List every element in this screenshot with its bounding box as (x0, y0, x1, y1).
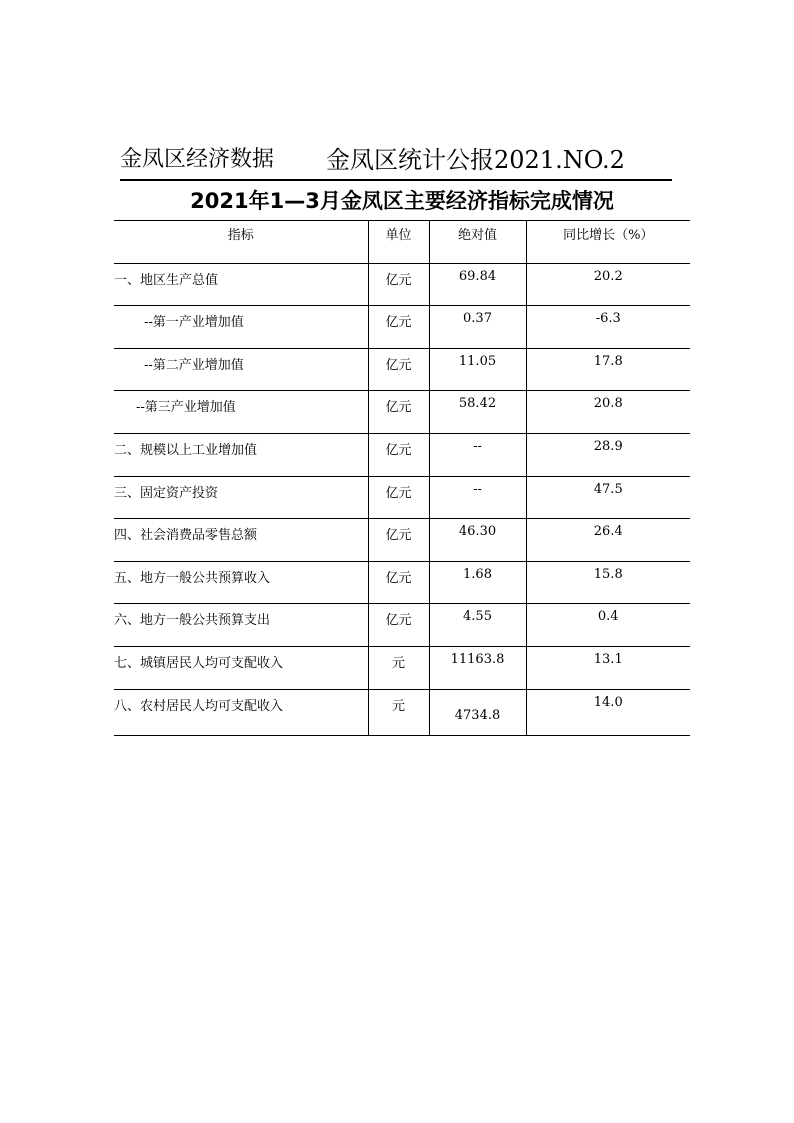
indicator-yoy: 26.4 (526, 519, 690, 562)
indicator-yoy: 14.0 (526, 689, 690, 735)
indicator-value: 46.30 (429, 519, 526, 562)
indicator-yoy: 20.8 (526, 391, 690, 434)
column-header-unit: 单位 (368, 221, 429, 264)
indicator-unit: 亿元 (368, 306, 429, 349)
table-row (114, 263, 690, 306)
indicator-name: 三、固定资产投资 (114, 485, 219, 501)
report-header (120, 143, 672, 181)
indicator-name: --第一产业增加值 (144, 315, 244, 331)
table-row (114, 306, 690, 349)
indicator-name: 六、地方一般公共预算支出 (114, 613, 271, 629)
header-series-label: 金凤区经济数据 (120, 147, 275, 172)
table-row (114, 391, 690, 434)
indicator-yoy: 20.2 (526, 263, 690, 306)
indicator-value: -- (429, 433, 526, 476)
indicator-name: 八、农村居民人均可支配收入 (114, 698, 284, 714)
indicator-unit: 元 (368, 689, 429, 735)
indicator-unit: 亿元 (368, 604, 429, 647)
indicator-name: --第三产业增加值 (136, 400, 236, 416)
indicator-yoy: 0.4 (526, 604, 690, 647)
indicator-table (114, 220, 690, 736)
indicator-value: 1.68 (429, 561, 526, 604)
indicator-unit: 亿元 (368, 519, 429, 562)
column-header-absolute-value: 绝对值 (429, 221, 526, 264)
indicator-unit: 亿元 (368, 391, 429, 434)
indicator-value: 4.55 (429, 604, 526, 647)
indicator-unit: 亿元 (368, 348, 429, 391)
indicator-value: -- (429, 476, 526, 519)
indicator-name: 二、规模以上工业增加值 (114, 442, 258, 458)
indicator-value: 69.84 (429, 263, 526, 306)
indicator-unit: 亿元 (368, 433, 429, 476)
header-bulletin-number: 金凤区统计公报2021.NO.2 (326, 146, 625, 174)
indicator-unit: 元 (368, 646, 429, 689)
indicator-value: 4734.8 (429, 689, 526, 735)
column-header-indicator: 指标 (227, 228, 254, 243)
indicator-unit: 亿元 (368, 476, 429, 519)
table-row (114, 476, 690, 519)
indicator-value: 0.37 (429, 306, 526, 349)
indicator-yoy: -6.3 (526, 306, 690, 349)
indicator-value: 11163.8 (429, 646, 526, 689)
table-row (114, 519, 690, 562)
indicator-unit: 亿元 (368, 263, 429, 306)
table-row (114, 689, 690, 735)
indicator-yoy: 47.5 (526, 476, 690, 519)
indicator-yoy: 15.8 (526, 561, 690, 604)
page-title: 2021年1—3月金凤区主要经济指标完成情况 (190, 189, 614, 213)
indicator-unit: 亿元 (368, 561, 429, 604)
indicator-name: 七、城镇居民人均可支配收入 (114, 655, 284, 671)
column-header-yoy-growth: 同比增长（%） (526, 221, 690, 264)
table-row (114, 561, 690, 604)
indicator-yoy: 28.9 (526, 433, 690, 476)
indicator-yoy: 17.8 (526, 348, 690, 391)
table-row (114, 646, 690, 689)
table-row (114, 348, 690, 391)
indicator-yoy: 13.1 (526, 646, 690, 689)
indicator-value: 11.05 (429, 348, 526, 391)
indicator-value: 58.42 (429, 391, 526, 434)
table-header-row (114, 221, 690, 264)
indicator-name: 一、地区生产总值 (114, 272, 219, 288)
indicator-name: --第二产业增加值 (144, 357, 244, 373)
indicator-name: 五、地方一般公共预算收入 (114, 570, 271, 586)
table-row (114, 433, 690, 476)
table-row (114, 604, 690, 647)
indicator-name: 四、社会消费品零售总额 (114, 528, 258, 544)
